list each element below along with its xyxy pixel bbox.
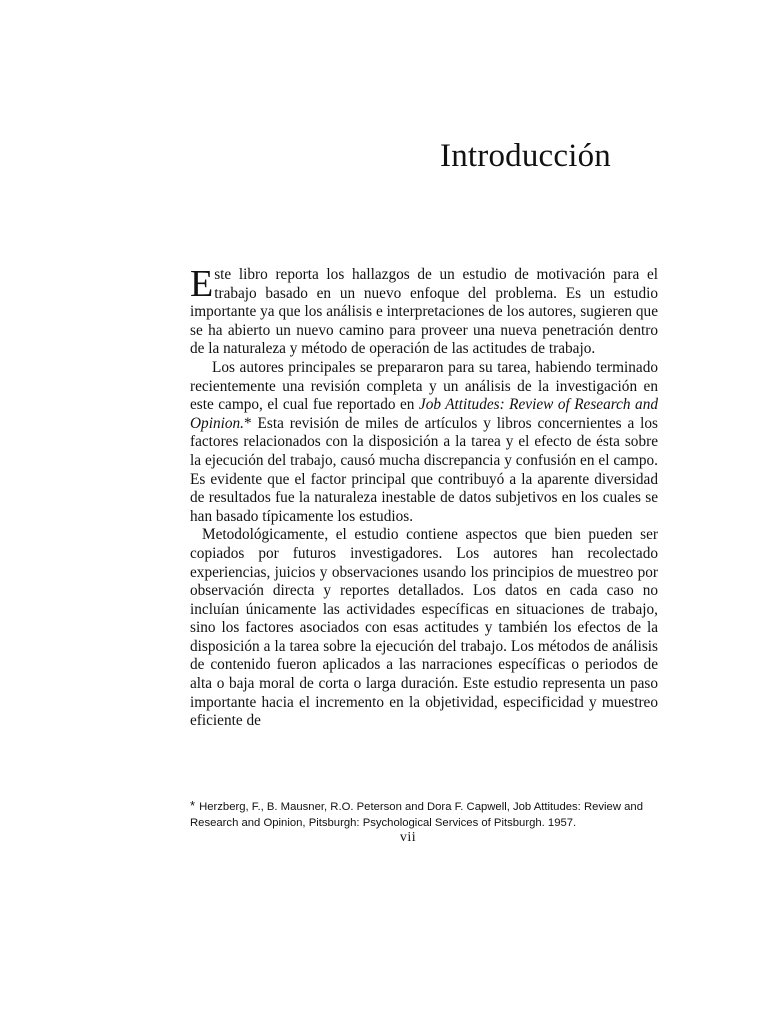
paragraph-2 (190, 359, 658, 526)
page-title: Introducción (440, 138, 612, 174)
paragraph-1-text: ste libro reporta los hallazgos de un estudio de motivación para el trabajo basado en un nuevo enfoque del problema. Es un estudio importante ya que los análisis e interpretaciones de los autores, sugieren que se ha abierto un nuevo camino para proveer una nueva penetración dentro de la naturaleza y método de operación de las actitudes de trabajo. (190, 266, 658, 358)
body-text (190, 263, 658, 731)
drop-cap: E (190, 263, 214, 305)
paragraph-3-text: Metodológicamente, el estudio contiene aspectos que bien pueden ser copiados por futuros investigadores. Los autores han recolectado experiencias, juicios y observaciones usando los principios de muestreo por observación directa y reportes detallados. Los datos en cada caso no incluían únicamente las actividades específicas en situaciones de trabajo, sino los factores asociados con esas actitudes y también los efectos de la disposición a la tarea sobre la ejecución del trabajo. Los métodos de análisis de contenido fueron aplicados a las narraciones específicas o periodos de alta o baja moral de corta o larga duración. Este estudio representa un paso importante hacia el incremento en la objetividad, especificidad y muestreo eficiente de (190, 526, 658, 730)
paragraph-2-text-before: Los autores principales se prepararon para su tarea, habiendo terminado recientemente una revisión completa y un análisis de la investigación en este campo, el cual fue reportado en (190, 358, 658, 414)
paragraph-3 (190, 526, 658, 731)
cited-work-title: Job Attitudes: Review of Research and Opinion. (190, 396, 658, 432)
footnote (190, 798, 670, 831)
paragraph-1 (190, 263, 658, 359)
footnote-reference: * (243, 414, 252, 432)
footnote-text: Herzberg, F., B. Mausner, R.O. Peterson and Dora F. Capwell, Job Attitudes: Review and Research and Opinion, Pitsburgh: Psychological Services of Pitsburgh. 1957. (190, 801, 643, 829)
footnote-mark: * (190, 798, 196, 813)
paragraph-2-text-after: Esta revisión de miles de artículos y libros concernientes a los factores relacionados con la disposición a la tarea y el efecto de ésta sobre la ejecución del trabajo, causó mucha discrepancia y confusión en el campo. Es evidente que el factor principal que contribuyó a la aparente diversidad de resultados fue la naturaleza inestable de datos subjetivos en los cuales se han basado típicamente los estudios. (190, 414, 658, 525)
page-number: vii (399, 830, 417, 845)
